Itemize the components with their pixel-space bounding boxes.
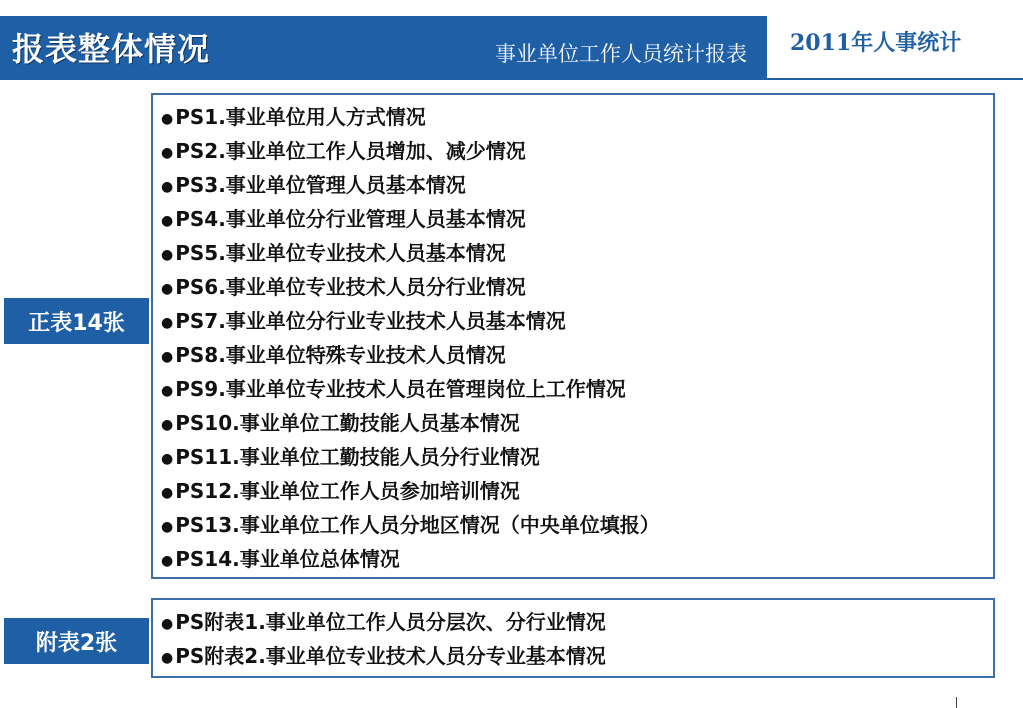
list-item: ● PS4.事业单位分行业管理人员基本情况: [161, 202, 993, 236]
header-divider: [0, 78, 1023, 80]
list-item: ● PS10.事业单位工勤技能人员基本情况: [161, 406, 993, 440]
main-section-label: 正表14张: [4, 298, 149, 344]
list-item: ● PS7.事业单位分行业专业技术人员基本情况: [161, 304, 993, 338]
bullet-icon: ●: [161, 246, 174, 263]
appendix-table-list-box: [151, 598, 995, 678]
main-table-list: [153, 100, 993, 576]
title-banner: [0, 16, 767, 78]
bullet-icon: ●: [161, 484, 174, 501]
list-item: ● PS13.事业单位工作人员分地区情况（中央单位填报）: [161, 508, 993, 542]
list-item: ● PS9.事业单位专业技术人员在管理岗位上工作情况: [161, 372, 993, 406]
bullet-icon: ●: [161, 314, 174, 331]
bullet-icon: ●: [161, 212, 174, 229]
bullet-icon: ●: [161, 382, 174, 399]
bullet-icon: ●: [161, 615, 174, 632]
list-item: ● PS12.事业单位工作人员参加培训情况: [161, 474, 993, 508]
list-item: ● PS6.事业单位专业技术人员分行业情况: [161, 270, 993, 304]
bullet-icon: ●: [161, 416, 174, 433]
list-item: ● PS8.事业单位特殊专业技术人员情况: [161, 338, 993, 372]
bullet-icon: ●: [161, 552, 174, 569]
list-item: ● PS附表2.事业单位专业技术人员分专业基本情况: [161, 639, 993, 673]
bullet-icon: ●: [161, 110, 174, 127]
bullet-icon: ●: [161, 649, 174, 666]
list-item: ● PS5.事业单位专业技术人员基本情况: [161, 236, 993, 270]
main-table-list-box: [151, 93, 995, 579]
bullet-icon: ●: [161, 450, 174, 467]
list-item: ● PS附表1.事业单位工作人员分层次、分行业情况: [161, 605, 993, 639]
list-item: ● PS11.事业单位工勤技能人员分行业情况: [161, 440, 993, 474]
page-marker: [956, 697, 957, 708]
page-subtitle: 事业单位工作人员统计报表: [495, 42, 747, 66]
appendix-section-label: 附表2张: [4, 618, 149, 664]
list-item: ● PS2.事业单位工作人员增加、减少情况: [161, 134, 993, 168]
bullet-icon: ●: [161, 348, 174, 365]
brand-label: 2011年人事统计: [790, 30, 962, 56]
list-item: ● PS3.事业单位管理人员基本情况: [161, 168, 993, 202]
appendix-table-list: [153, 605, 993, 673]
bullet-icon: ●: [161, 280, 174, 297]
list-item: ● PS14.事业单位总体情况: [161, 542, 993, 576]
bullet-icon: ●: [161, 178, 174, 195]
list-item: ● PS1.事业单位用人方式情况: [161, 100, 993, 134]
bullet-icon: ●: [161, 518, 174, 535]
bullet-icon: ●: [161, 144, 174, 161]
page-title: 报表整体情况: [12, 30, 211, 68]
